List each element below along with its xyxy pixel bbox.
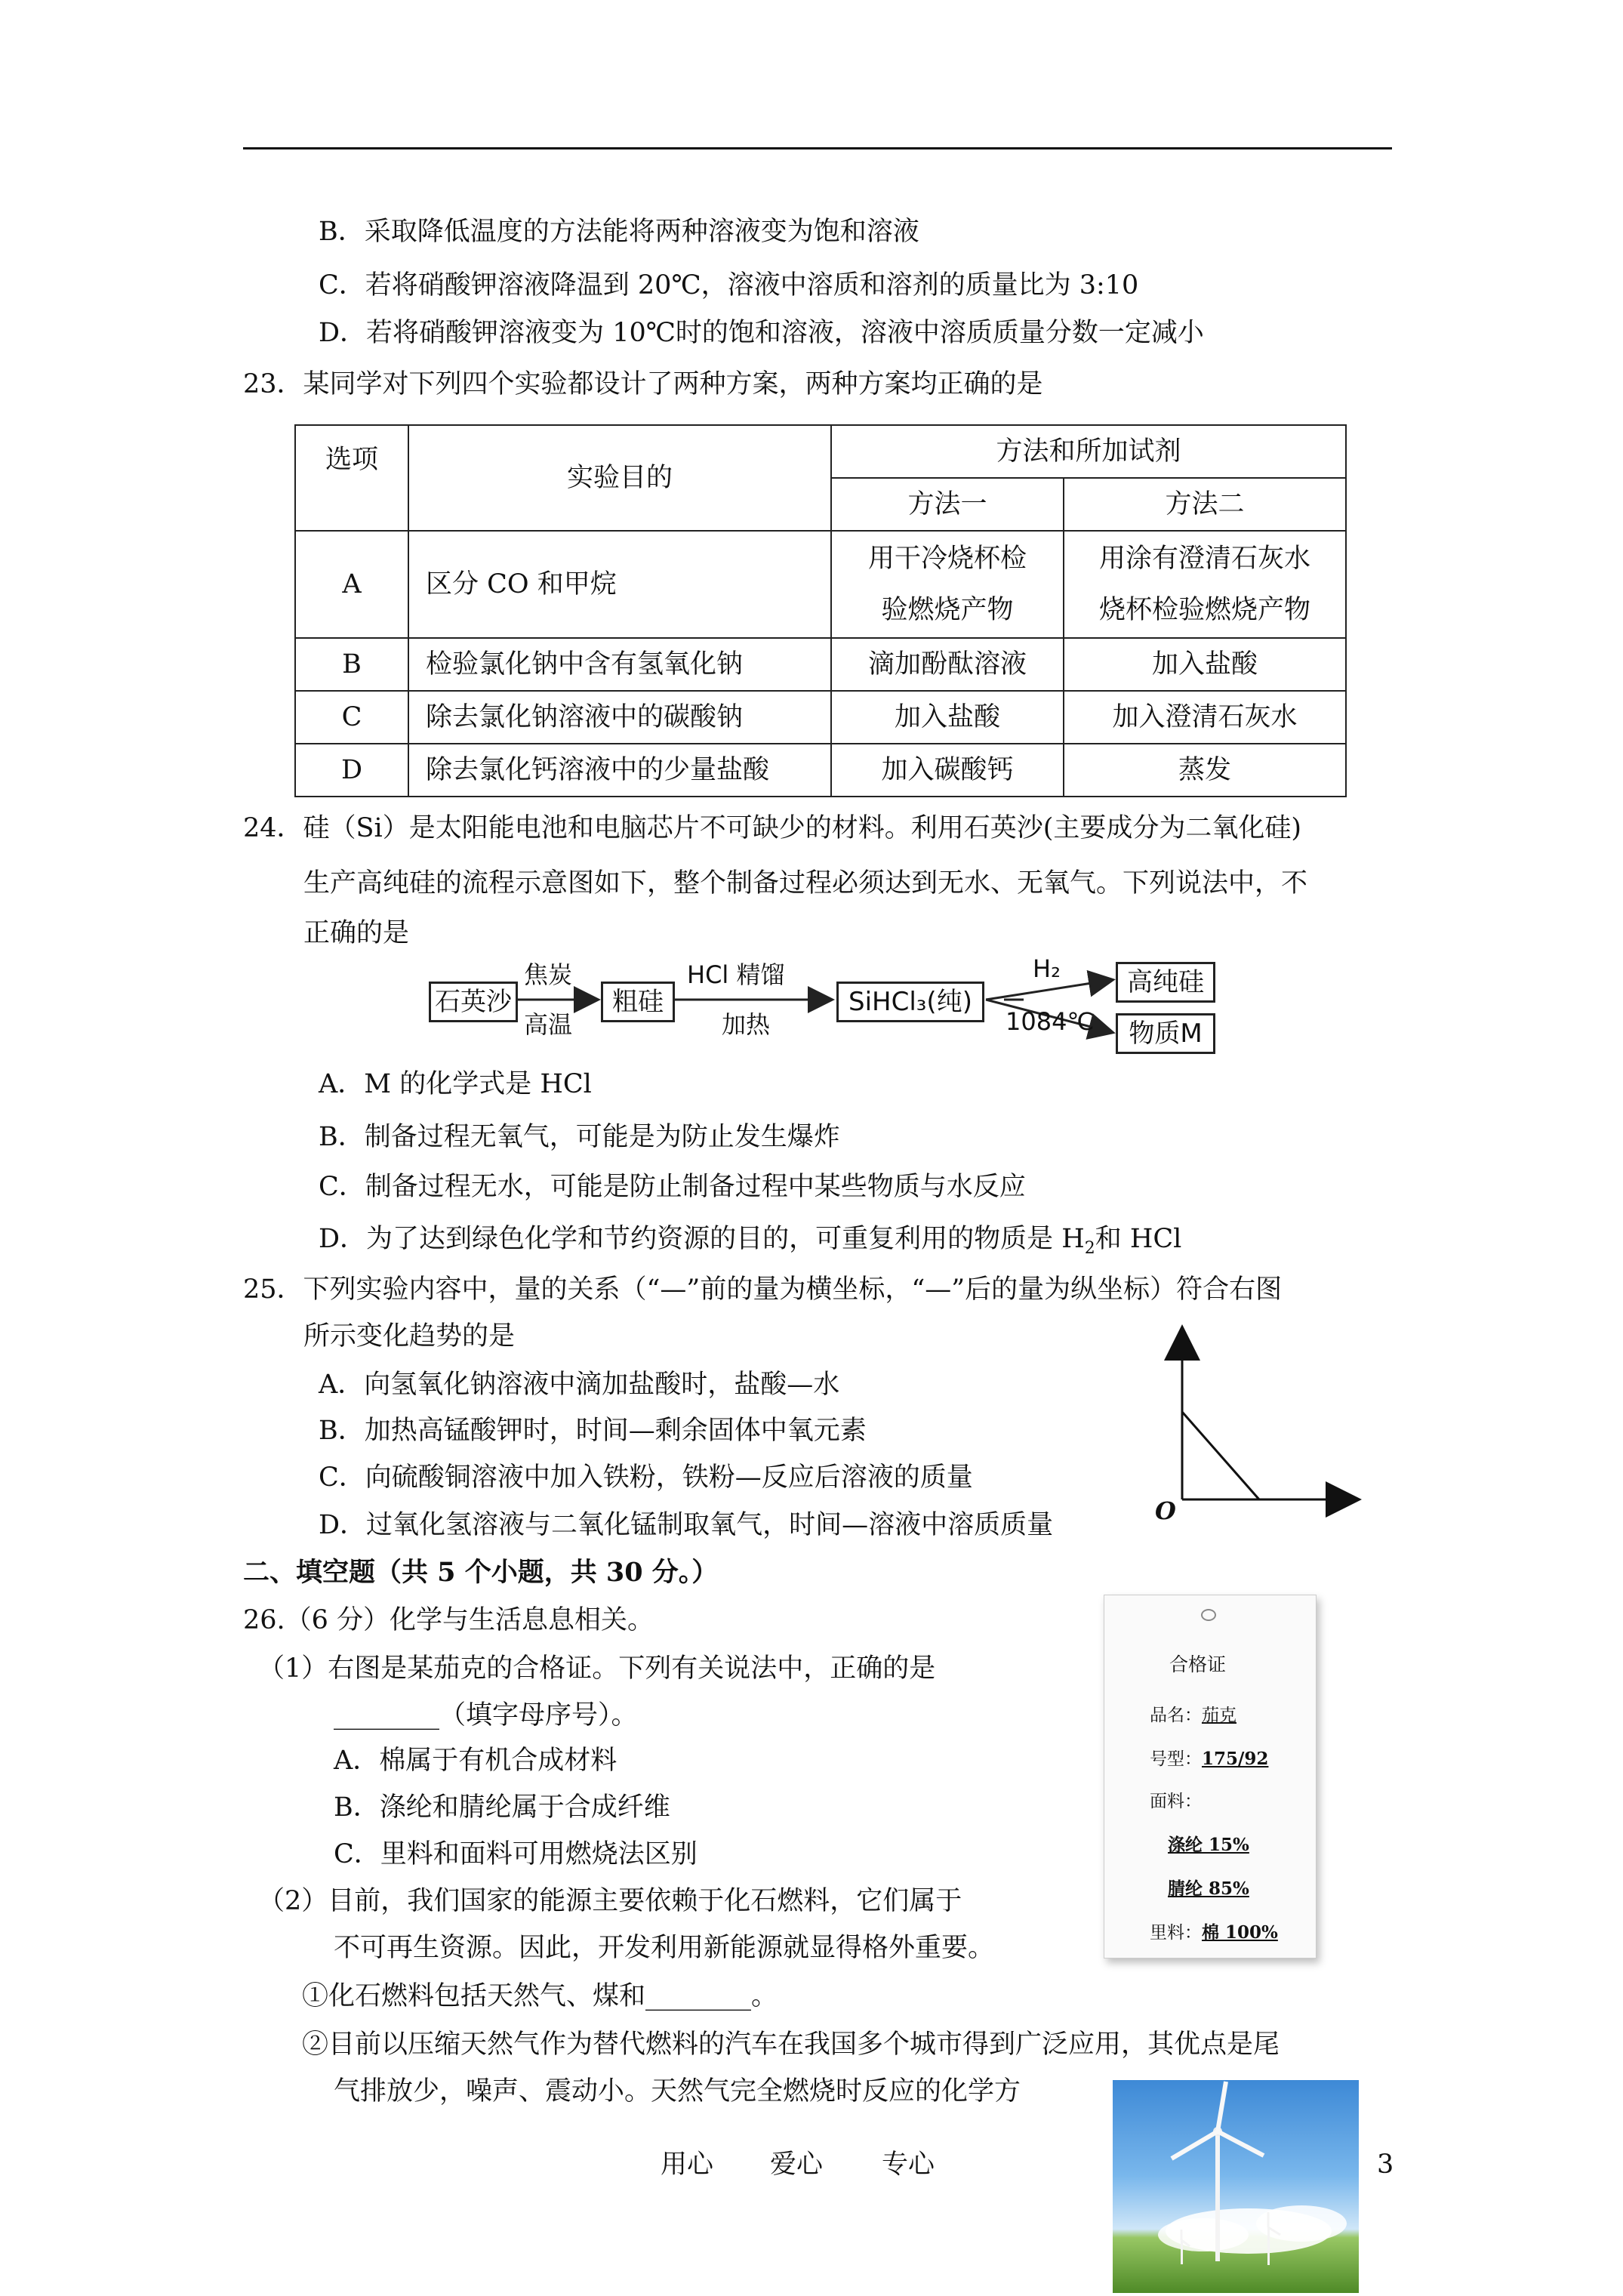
row-purpose: 除去氯化钠溶液中的碳酸钠 (408, 691, 831, 744)
q24-option-c: C．制备过程无水，可能是防止制备过程中某些物质与水反应 (319, 1172, 1026, 1202)
q24-option-d-text: D．为了达到绿色化学和节约资源的目的，可重复利用的物质是 H (319, 1224, 1085, 1254)
tag-name-row (1150, 1701, 1236, 1726)
footer-motto-3: 专心 (882, 2150, 935, 2180)
th-option: 选项 (295, 425, 408, 531)
label-heat: 加热 (722, 1010, 771, 1039)
row-method2: 加入盐酸 (1064, 638, 1346, 691)
tag-size-value: 175/92 (1202, 1749, 1269, 1769)
tag-name-value: 茄克 (1202, 1706, 1236, 1725)
th-purpose: 实验目的 (408, 425, 831, 531)
box-substance-m: 物质M (1116, 1013, 1215, 1054)
q24-line1: 24．硅（Si）是太阳能电池和电脑芯片不可缺少的材料。利用石英沙(主要成分为二氧化硅) (243, 813, 1302, 843)
table-row (295, 744, 1346, 797)
q26-option-b: B．涤纶和腈纶属于合成纤维 (334, 1792, 670, 1823)
q26-part2: （2）目前，我们国家的能源主要依赖于化石燃料，它们属于 (258, 1886, 962, 1916)
q25-option-d: D．过氧化氢溶液与二氧化锰制取氧气，时间—溶液中溶质质量 (319, 1510, 1054, 1540)
row-purpose: 除去氯化钙溶液中的少量盐酸 (408, 744, 831, 797)
q26-option-a: A．棉属于有机合成材料 (334, 1746, 617, 1776)
row-option: D (295, 744, 408, 797)
q23-stem: 23．某同学对下列四个实验都设计了两种方案，两种方案均正确的是 (243, 369, 1043, 399)
header-rule (243, 147, 1392, 149)
q24-line3: 正确的是 (303, 918, 410, 948)
th-method1: 方法一 (831, 478, 1064, 531)
tag-fabric-label: 面料： (1150, 1792, 1202, 1811)
q26-part1-blank: ________（填字母序号）。 (334, 1700, 638, 1730)
label-hcl-distill: HCl 精馏 (687, 960, 785, 989)
q25-option-c: C．向硫酸铜溶液中加入铁粉，铁粉—反应后溶液的质量 (319, 1462, 973, 1493)
row-method2-line1: 用涂有澄清石灰水 (1098, 544, 1310, 574)
row-method2-line2: 烧杯检验燃烧产物 (1098, 595, 1310, 625)
row-method2: 加入澄清石灰水 (1064, 691, 1346, 744)
row-method1 (831, 531, 1064, 638)
box-quartz-sand: 石英沙 (429, 982, 518, 1022)
footer-motto-2: 爱心 (770, 2150, 824, 2180)
tag-size-label: 号型： (1150, 1749, 1202, 1769)
q22-option-b: B．采取降低温度的方法能将两种溶液变为饱和溶液 (319, 217, 919, 247)
q24-option-d (319, 1222, 1181, 1265)
q24-option-a: A．M 的化学式是 HCl (319, 1069, 592, 1099)
tag-hole-icon (1201, 1609, 1216, 1621)
label-1084c: 1084℃ (1006, 1007, 1095, 1036)
label-high-temp: 高温 (524, 1010, 573, 1039)
q23-table (294, 424, 1347, 797)
wind-turbine-illustration (1113, 2080, 1359, 2293)
row-method2 (1064, 531, 1346, 638)
row-option: C (295, 691, 408, 744)
row-method1: 加入盐酸 (831, 691, 1064, 744)
q26-stem: 26.（6 分）化学与生活息息相关。 (243, 1605, 654, 1635)
th-method2: 方法二 (1064, 478, 1346, 531)
label-coke: 焦炭 (524, 960, 573, 989)
row-method1: 加入碳酸钙 (831, 744, 1064, 797)
q26-option-c: C．里料和面料可用燃烧法区别 (334, 1839, 698, 1869)
row-option: B (295, 638, 408, 691)
qualification-certificate-tag (1104, 1595, 1317, 1959)
table-row (295, 531, 1346, 638)
q26-part1: （1）右图是某茄克的合格证。下列有关说法中，正确的是 (258, 1653, 936, 1684)
wind-turbine-photo (1113, 2080, 1359, 2293)
section-heading: 二、填空题（共 5 个小题，共 30 分。） (243, 1557, 719, 1588)
q24-line2: 生产高纯硅的流程示意图如下，整个制备过程必须达到无水、无氧气。下列说法中，不 (303, 868, 1308, 898)
q26-part2-line2: 不可再生资源。因此，开发利用新能源就显得格外重要。 (334, 1933, 995, 1963)
th-method: 方法和所加试剂 (831, 425, 1346, 478)
q25-trend-graph (1155, 1321, 1366, 1525)
box-high-purity-silicon: 高纯硅 (1116, 962, 1215, 1003)
trend-line (1182, 1412, 1259, 1499)
label-h2: H₂ (1033, 954, 1061, 983)
table-row (295, 638, 1346, 691)
tag-fabric-acrylic: 腈纶 85% (1168, 1878, 1249, 1899)
box-crude-silicon: 粗硅 (601, 982, 675, 1022)
tag-lining-value: 棉 100% (1202, 1922, 1278, 1943)
tag-name-label: 品名： (1150, 1706, 1202, 1725)
q24-option-b: B．制备过程无氧气，可能是为防止发生爆炸 (319, 1122, 840, 1152)
q24-option-d-tail: 和 HCl (1095, 1224, 1182, 1254)
process-flow-diagram (423, 953, 1268, 1059)
q25-option-b: B．加热高锰酸钾时，时间—剩余固体中氧元素 (319, 1416, 867, 1446)
row-method2: 蒸发 (1064, 744, 1346, 797)
row-method1-line1: 用干冷烧杯检 (867, 544, 1027, 574)
footer-motto-1: 用心 (661, 2150, 714, 2180)
row-option: A (295, 531, 408, 638)
row-purpose: 区分 CO 和甲烷 (408, 531, 831, 638)
page-number: 3 (1377, 2150, 1394, 2180)
box-sihcl3: SiHCl₃(纯) (836, 982, 984, 1022)
row-method1: 滴加酚酞溶液 (831, 638, 1064, 691)
row-method1-line2: 验燃烧产物 (881, 595, 1014, 625)
q25-line1: 25．下列实验内容中，量的关系（“—”前的量为横坐标，“—”后的量为纵坐标）符合右图 (243, 1274, 1283, 1305)
q26-sub2-line2: 气排放少，噪声、震动小。天然气完全燃烧时反应的化学方 (334, 2076, 1021, 2106)
q26-sub1: ①化石燃料包括天然气、煤和________。 (302, 1981, 778, 2011)
tag-title: 合格证 (1169, 1653, 1227, 1675)
origin-label: O (1155, 1496, 1176, 1525)
q25-option-a: A．向氢氧化钠溶液中滴加盐酸时，盐酸—水 (319, 1370, 840, 1400)
row-purpose: 检验氯化钠中含有氢氧化钠 (408, 638, 831, 691)
q24-option-d-subscript: 2 (1084, 1239, 1095, 1258)
table-row (295, 691, 1346, 744)
q22-option-d: D．若将硝酸钾溶液变为 10℃时的饱和溶液，溶液中溶质质量分数一定减小 (319, 318, 1204, 348)
tag-fabric-polyester: 涤纶 15% (1168, 1835, 1249, 1855)
tag-size-row (1150, 1745, 1268, 1770)
q22-option-c: C．若将硝酸钾溶液降温到 20℃，溶液中溶质和溶剂的质量比为 3:10 (319, 270, 1139, 300)
q25-line2: 所示变化趋势的是 (303, 1321, 516, 1351)
tag-lining-label: 里料： (1150, 1923, 1202, 1943)
q26-sub2-line1: ②目前以压缩天然气作为替代燃料的汽车在我国多个城市得到广泛应用，其优点是尾 (302, 2029, 1280, 2060)
tag-lining-row (1150, 1918, 1278, 1943)
